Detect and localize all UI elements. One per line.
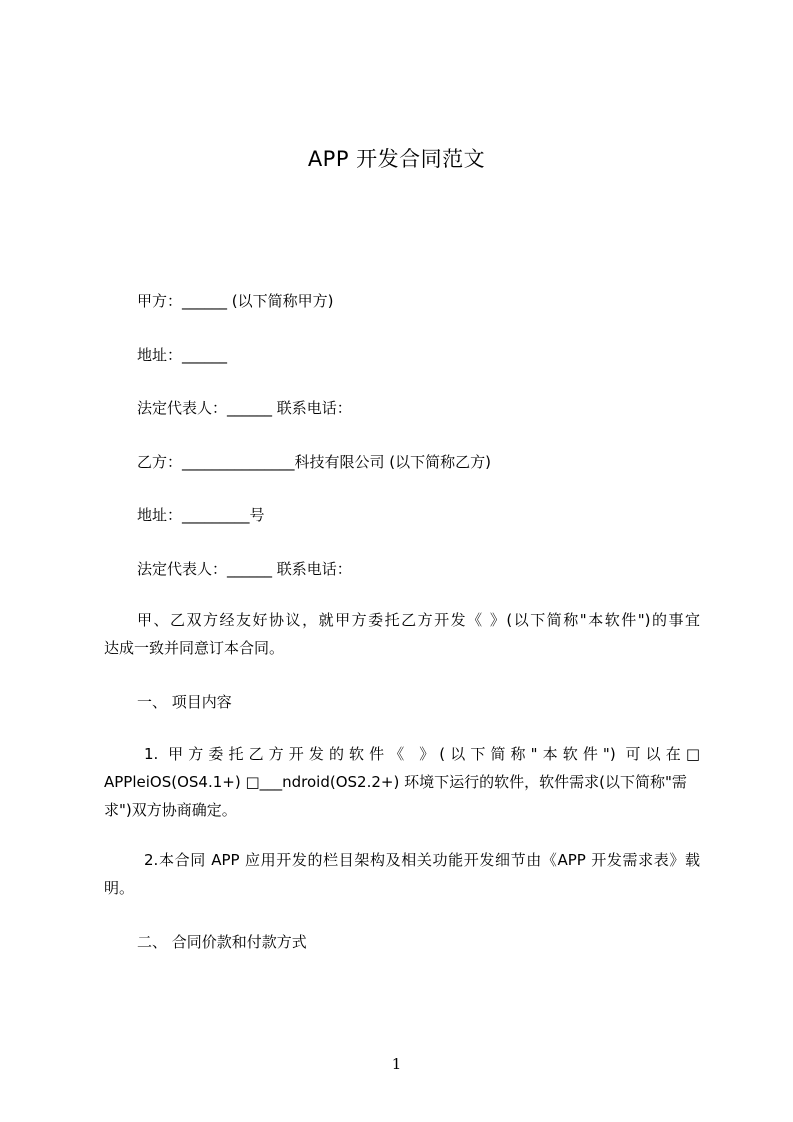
party-a-address-line: 地址：______ bbox=[137, 346, 228, 364]
item-1-line-2: APPleiOS(OS4.1+) □___ndroid(OS2.2+) 环境下运行的软件，软件需求(以下简称"需 bbox=[104, 773, 687, 791]
section-2-heading: 二、 合同价款和付款方式 bbox=[137, 933, 307, 951]
item-2-paragraph bbox=[104, 846, 700, 902]
item-1-paragraph bbox=[104, 740, 700, 824]
item-2-line-1: 2.本合同 APP 应用开发的栏目架构及相关功能开发细节由《APP 开发需求表》载 bbox=[144, 851, 700, 869]
party-b-representative-line: 法定代表人：______ 联系电话： bbox=[137, 560, 352, 578]
item-1-line-3: 求")双方协商确定。 bbox=[104, 801, 237, 819]
party-b-line: 乙方：_______________科技有限公司 (以下简称乙方) bbox=[137, 453, 491, 471]
intro-line-1: 甲、乙双方经友好协议，就甲方委托乙方开发《 》(以下简称"本软件")的事宜 bbox=[137, 611, 700, 629]
item-1-line-1: 1. 甲方委托乙方开发的软件《 》(以下简称"本软件") 可以在□ bbox=[144, 745, 700, 763]
page-number: 1 bbox=[391, 1055, 402, 1073]
party-a-representative-line: 法定代表人：______ 联系电话： bbox=[137, 399, 352, 417]
section-1-heading: 一、 项目内容 bbox=[137, 693, 232, 711]
intro-line-2: 达成一致并同意订本合同。 bbox=[104, 639, 285, 657]
page-title: APP 开发合同范文 bbox=[307, 147, 486, 171]
party-a-line: 甲方：______ (以下简称甲方) bbox=[137, 292, 334, 310]
intro-paragraph bbox=[104, 606, 700, 662]
party-b-address-line: 地址：_________号 bbox=[137, 506, 265, 524]
item-2-line-2: 明。 bbox=[104, 879, 135, 897]
